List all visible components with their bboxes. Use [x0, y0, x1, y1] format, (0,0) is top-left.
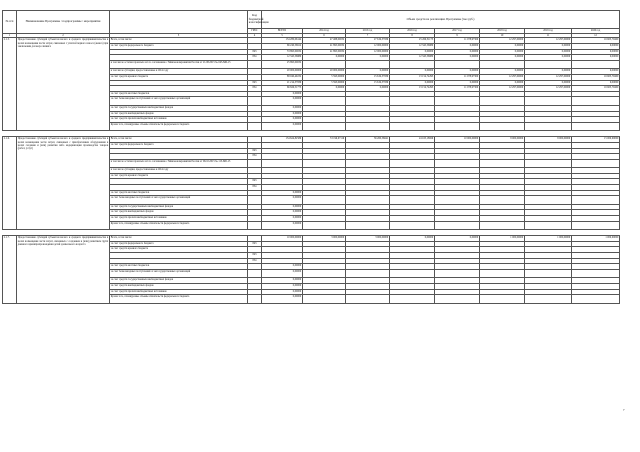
- grbs-code: 854: [248, 185, 262, 191]
- amount-total: [262, 159, 303, 168]
- amount-year: [572, 122, 620, 131]
- amount-year: 0,00000: [435, 44, 480, 50]
- amount-total: 10 000,00000: [262, 236, 303, 242]
- amount-year: 15 619,37839: [346, 80, 390, 86]
- amount-total: 0,00000: [262, 269, 303, 278]
- amount-year: [390, 269, 435, 278]
- funding-source-label: за счет средств прочих внебюджетных источников: [110, 117, 248, 123]
- amount-year: [572, 196, 620, 205]
- amount-total: 0,00000: [262, 111, 303, 117]
- amount-year: 0,00000: [525, 69, 572, 75]
- amount-year: [480, 196, 525, 205]
- amount-year: 0,00000: [346, 69, 390, 75]
- amount-year: [303, 269, 346, 278]
- amount-total: 0,00000: [262, 204, 303, 210]
- funding-source-label: за счет средств краевого бюджета: [110, 74, 248, 80]
- amount-year: 0,00000: [346, 55, 390, 61]
- amount-year: 1 000,00000: [572, 236, 620, 242]
- amount-year: 0,00000: [525, 44, 572, 50]
- amount-year: 0,00000: [480, 49, 525, 55]
- amount-year: [480, 122, 525, 131]
- measure-number: 2.1.7.: [3, 236, 17, 304]
- funding-source-label: за счет средств местных бюджетов: [110, 91, 248, 97]
- amount-year: [303, 295, 346, 304]
- amount-year: [390, 60, 435, 69]
- amount-year: 8 000,00000: [480, 137, 525, 143]
- amount-year: [390, 159, 435, 168]
- grbs-code: [248, 196, 262, 205]
- amount-year: [572, 159, 620, 168]
- header-index-cell: 12: [572, 34, 620, 38]
- funding-source-label: за счет безвозмездных поступлений от негосударственных организаций: [110, 269, 248, 278]
- grbs-code: 854: [248, 154, 262, 160]
- header-year-2016: 2016 год: [390, 29, 435, 34]
- amount-year: 0,00000: [435, 236, 480, 242]
- amount-year: [346, 269, 390, 278]
- amount-year: 13 154,74293: [390, 86, 435, 92]
- amount-year: 0,00000: [572, 80, 620, 86]
- amount-year: 0,00000: [480, 69, 525, 75]
- amount-year: 11 078,97300: [435, 74, 480, 80]
- amount-year: [435, 60, 480, 69]
- amount-total: 154 624,82589: [262, 137, 303, 143]
- amount-year: [435, 196, 480, 205]
- funding-source-label: за счет средств государственных внебюджетных фондов: [110, 278, 248, 284]
- amount-total: 0,00000: [262, 210, 303, 216]
- amount-year: 15 619,37839: [346, 74, 390, 80]
- amount-total: 0,00000: [262, 295, 303, 304]
- header-year-2014: 2014 год: [303, 29, 346, 34]
- funding-source-label: за счет средств внебюджетных фондов: [110, 111, 248, 117]
- amount-year: [525, 97, 572, 106]
- amount-total: 0,00000: [262, 221, 303, 230]
- grbs-code: 843: [248, 179, 262, 185]
- funding-source-label: за счет безвозмездных поступлений от негосударственных организаций: [110, 97, 248, 106]
- header-year-2020: 2020 год: [572, 29, 620, 34]
- amount-year: [572, 60, 620, 69]
- funding-source-label: за счет средств федерального бюджета: [110, 142, 248, 148]
- amount-year: 36 260,56641: [346, 137, 390, 143]
- amount-year: [572, 221, 620, 230]
- grbs-code: 843: [248, 49, 262, 55]
- amount-year: 12 297,00000: [525, 74, 572, 80]
- amount-year: [346, 60, 390, 69]
- amount-year: 41 895,00032: [303, 44, 346, 50]
- amount-year: [480, 159, 525, 168]
- amount-year: [303, 97, 346, 106]
- amount-year: 25 260,31173: [390, 38, 435, 44]
- page-number: 7: [623, 408, 625, 412]
- grbs-code: 854: [248, 258, 262, 264]
- funding-source-label: за счет безвозмездных поступлений от негосударственных организаций: [110, 196, 248, 205]
- header-year-2019: 2019 год: [525, 29, 572, 34]
- funding-source-label: за счет средств федерального бюджета: [110, 241, 248, 247]
- header-index-cell: 10: [480, 34, 525, 38]
- grbs-code: [248, 60, 262, 69]
- amount-year: [346, 295, 390, 304]
- header-index-cell: 7: [346, 34, 390, 38]
- grbs-code: 843: [248, 148, 262, 154]
- amount-total: 0,00000: [262, 278, 303, 284]
- funding-source-label: Кроме того, планируемые объемы обязательств федерального бюджета: [110, 221, 248, 230]
- funding-source-label: Кроме того, планируемые объемы обязательств федерального бюджета: [110, 295, 248, 304]
- amount-year: [572, 97, 620, 106]
- amount-total: 0,00000: [262, 97, 303, 106]
- amount-year: 12 000,00000: [346, 49, 390, 55]
- grbs-code: [248, 159, 262, 168]
- measure-name: Предоставление субсидий субъектам малого и среднего предпринимательства в целях возмещения части затрат, связанных с созданием и (или) развитием групп дневного времяпрепровождения детей дошкольного возраста: [17, 236, 110, 304]
- amount-year: 3 000,00000: [303, 236, 346, 242]
- amount-total: 25 895,00032: [262, 60, 303, 69]
- amount-year: [390, 196, 435, 205]
- amount-year: [480, 269, 525, 278]
- header-total: ВСЕГО: [262, 29, 303, 34]
- amount-year: [435, 269, 480, 278]
- amount-year: [435, 122, 480, 131]
- amount-year: 24 165,18829: [390, 137, 435, 143]
- amount-total: 0,00000: [262, 91, 303, 97]
- funding-source-label: за счет средств государственных внебюджетных фондов: [110, 204, 248, 210]
- header-volume: Объем средств на реализацию Программы (тыс.руб.): [262, 11, 620, 29]
- header-budget-code: Код бюджетной классификации: [248, 11, 262, 29]
- amount-year: 11 078,97300: [435, 38, 480, 44]
- amount-year: [525, 159, 572, 168]
- amount-year: [480, 295, 525, 304]
- amount-year: 0,00000: [435, 80, 480, 86]
- amount-year: 16 603,79400: [572, 38, 620, 44]
- header-year-2015: 2015 год: [346, 29, 390, 34]
- amount-year: 0,00000: [480, 80, 525, 86]
- amount-year: [525, 221, 572, 230]
- amount-year: 12 345,56880: [390, 55, 435, 61]
- grbs-code: 843: [248, 253, 262, 259]
- amount-year: [572, 295, 620, 304]
- amount-year: 12 297,00000: [480, 74, 525, 80]
- grbs-code: [248, 269, 262, 278]
- amount-year: 0,00000: [435, 49, 480, 55]
- amount-year: 12 297,00000: [525, 38, 572, 44]
- amount-year: [303, 159, 346, 168]
- amount-year: [435, 295, 480, 304]
- header-number: № п/п: [3, 11, 17, 34]
- amount-year: 47 488,00032: [303, 38, 346, 44]
- header-year-2017: 2017 год: [435, 29, 480, 34]
- amount-total: 66 240,56912: [262, 44, 303, 50]
- amount-year: [525, 196, 572, 205]
- amount-year: [435, 97, 480, 106]
- header-funding-source: [110, 11, 248, 34]
- amount-year: 0,00000: [303, 55, 346, 61]
- amount-year: 0,00000: [480, 44, 525, 50]
- amount-year: [435, 159, 480, 168]
- amount-year: [572, 269, 620, 278]
- amount-year: [480, 60, 525, 69]
- amount-year: 20 000,00000: [303, 69, 346, 75]
- funding-source-label: за счет средств местных бюджетов: [110, 190, 248, 196]
- header-year-2018: 2018 год: [480, 29, 525, 34]
- amount-year: 0,00000: [572, 49, 620, 55]
- header-program-name: Наименование Программы / подпрограммы / мероприятия: [17, 11, 110, 34]
- amount-year: 0,00000: [303, 86, 346, 92]
- amount-year: 5 593,00000: [303, 80, 346, 86]
- amount-year: 0,00000: [525, 49, 572, 55]
- header-index-cell: 5: [262, 34, 303, 38]
- funding-source-label: в том числе остатки прошлых лет по соглашению с Минэкономразвития России от 06.10.2015 № 115-МБ-15: [110, 159, 248, 168]
- amount-year: 0,00000: [390, 69, 435, 75]
- amount-year: 11 078,97300: [435, 86, 480, 92]
- grbs-code: [248, 295, 262, 304]
- funding-source-label: Всего, в том числе:: [110, 38, 248, 44]
- grbs-code: 854: [248, 55, 262, 61]
- amount-total: 0,00000: [262, 117, 303, 123]
- amount-total: 0,00000: [262, 216, 303, 222]
- amount-total: 88 040,49232: [262, 74, 303, 80]
- grbs-code: 843: [248, 80, 262, 86]
- table-header: [3, 11, 620, 38]
- funding-source-label: Кроме того, планируемые объемы обязательств федерального бюджета: [110, 122, 248, 131]
- amount-year: 12 297,00000: [525, 86, 572, 92]
- amount-year: 0,00000: [572, 55, 620, 61]
- amount-year: [303, 221, 346, 230]
- funding-source-label: за счет средств прочих внебюджетных источников: [110, 289, 248, 295]
- amount-year: 0,00000: [525, 55, 572, 61]
- amount-year: 0,00000: [390, 80, 435, 86]
- funding-source-label: за счет средств краевого бюджета: [110, 247, 248, 253]
- amount-year: [390, 97, 435, 106]
- table-body: [3, 38, 620, 303]
- funding-source-label: за счет средств прочих внебюджетных источников: [110, 216, 248, 222]
- amount-year: 53 199,07119: [303, 137, 346, 143]
- amount-year: 0,00000: [480, 55, 525, 61]
- funding-source-label: в том числе субсидии, предоставленные в 2014 году: [110, 168, 248, 174]
- amount-year: [525, 269, 572, 278]
- grbs-code: [248, 122, 262, 131]
- amount-total: 0,00000: [262, 196, 303, 205]
- header-index-cell: 3: [110, 34, 248, 38]
- amount-total: 154 280,06144: [262, 38, 303, 44]
- funding-source-label: за счет средств местных бюджетов: [110, 264, 248, 270]
- amount-year: [303, 60, 346, 69]
- amount-year: 10 000,00000: [435, 137, 480, 143]
- header-index-cell: 4: [248, 34, 262, 38]
- amount-year: [346, 159, 390, 168]
- amount-year: 16 603,79400: [572, 74, 620, 80]
- amount-year: 12 297,00000: [480, 38, 525, 44]
- grbs-code: [248, 221, 262, 230]
- funding-source-label: за счет средств краевого бюджета: [110, 173, 248, 179]
- amount-total: 21 214,37839: [262, 80, 303, 86]
- amount-year: [525, 60, 572, 69]
- amount-year: 0,00000: [572, 69, 620, 75]
- budget-document-sheet: [2, 10, 620, 304]
- amount-year: [480, 97, 525, 106]
- amount-year: [303, 122, 346, 131]
- amount-year: 0,00000: [435, 55, 480, 61]
- header-grbs: ГРБС: [248, 29, 262, 34]
- amount-total: 0,00000: [262, 283, 303, 289]
- amount-year: 3 000,00000: [346, 236, 390, 242]
- funding-source-label: в том числе остатки прошлых лет по соглашению с Минэкономразвития России от 21.08.2015 № 045-МБ-15: [110, 60, 248, 69]
- amount-total: 0,00000: [262, 105, 303, 111]
- amount-year: 13 154,74293: [390, 74, 435, 80]
- amount-year: 1 000,00000: [480, 236, 525, 242]
- amount-year: [435, 221, 480, 230]
- amount-year: [525, 295, 572, 304]
- amount-year: [525, 122, 572, 131]
- amount-total: 0,00000: [262, 190, 303, 196]
- amount-year: [346, 196, 390, 205]
- funding-source-label: за счет средств внебюджетных фондов: [110, 283, 248, 289]
- amount-year: 0,00000: [435, 69, 480, 75]
- amount-year: 12 297,00000: [480, 86, 525, 92]
- program-budget-table: [2, 10, 620, 304]
- amount-year: [346, 97, 390, 106]
- amount-year: [346, 221, 390, 230]
- header-index-cell: 2: [17, 34, 110, 38]
- amount-year: 27 619,37839: [346, 38, 390, 44]
- amount-year: 0,00000: [390, 49, 435, 55]
- header-index-cell: 11: [525, 34, 572, 38]
- header-index-cell: 9: [435, 34, 480, 38]
- amount-year: 1 000,00000: [525, 236, 572, 242]
- measure-number: 2.1.5.: [3, 38, 17, 131]
- amount-year: [390, 295, 435, 304]
- measure-number: 2.1.6.: [3, 137, 17, 230]
- amount-year: 16 603,79400: [572, 86, 620, 92]
- funding-source-label: в том числе субсидии, предоставленные в 2014 году: [110, 69, 248, 75]
- amount-year: 5 593,00000: [303, 74, 346, 80]
- amount-year: 12 000,00000: [346, 44, 390, 50]
- amount-year: [390, 122, 435, 131]
- amount-year: 41 895,00032: [303, 49, 346, 55]
- amount-total: 66 826,51773: [262, 86, 303, 92]
- grbs-code: [248, 97, 262, 106]
- header-index-cell: 8: [390, 34, 435, 38]
- funding-source-label: за счет средств внебюджетных фондов: [110, 210, 248, 216]
- funding-source-label: Всего, в том числе:: [110, 236, 248, 242]
- amount-year: 12 345,56880: [390, 44, 435, 50]
- funding-source-label: за счет средств государственных внебюджетных фондов: [110, 105, 248, 111]
- amount-year: 0,00000: [346, 86, 390, 92]
- amount-total: 0,00000: [262, 122, 303, 131]
- amount-year: 0,00000: [390, 236, 435, 242]
- measure-name: Предоставление субсидий субъектам малого и среднего предпринимательства в целях возмещения части затрат, связанных с уплатой первого взноса (аванса) при заключении договора лизинга: [17, 38, 110, 131]
- amount-total: 0,00000: [262, 289, 303, 295]
- amount-year: [346, 122, 390, 131]
- measure-name: Предоставление субсидий субъектам малого и среднего предпринимательства в целях возмещения части затрат, связанных с приобретением оборудования в целях создания и (или) развития либо модернизации производства товаров (работ, услуг): [17, 137, 110, 230]
- amount-total: 20 000,00000: [262, 69, 303, 75]
- amount-year: [480, 221, 525, 230]
- amount-total: 0,00000: [262, 264, 303, 270]
- funding-source-label: Всего, в том числе:: [110, 137, 248, 143]
- amount-year: [303, 196, 346, 205]
- header-index-cell: 1: [3, 34, 17, 38]
- amount-total: 53 895,00032: [262, 49, 303, 55]
- amount-total: 12 345,56880: [262, 55, 303, 61]
- amount-year: 0,00000: [572, 44, 620, 50]
- funding-source-label: за счет средств федерального бюджета: [110, 44, 248, 50]
- grbs-code: 843: [248, 241, 262, 247]
- amount-year: [390, 221, 435, 230]
- grbs-code: 854: [248, 86, 262, 92]
- amount-year: 15 000,00000: [572, 137, 620, 143]
- amount-year: 0,00000: [525, 80, 572, 86]
- amount-year: 8 000,00000: [525, 137, 572, 143]
- header-index-cell: 6: [303, 34, 346, 38]
